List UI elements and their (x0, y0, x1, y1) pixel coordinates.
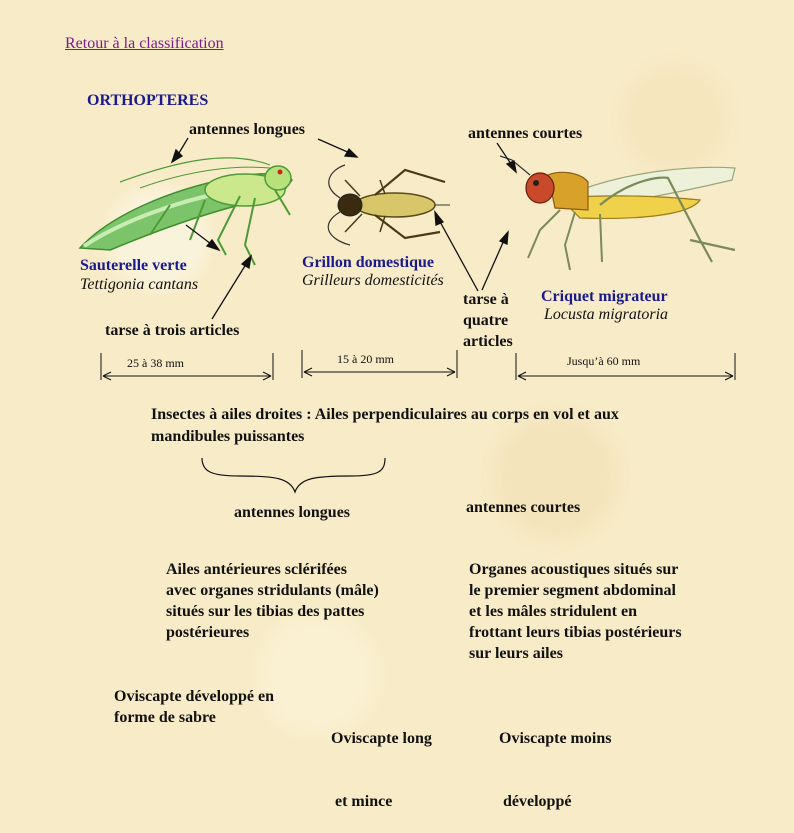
description-antennes-longues: Ailes antérieures sclérifées avec organes stridulants (mâle) situés sur les tibias des pattes postérieures (166, 561, 379, 641)
grouping-brace (202, 458, 385, 492)
species-latin-name: Tettigonia cantans (80, 276, 199, 293)
species-common-name: Sauterelle verte (80, 257, 187, 274)
sauterelle-verte-drawing (80, 158, 292, 265)
group-label-antennes-longues: antennes longues (234, 504, 351, 521)
species-common-name: Criquet migrateur (541, 288, 668, 305)
criquet-migrateur-drawing (500, 156, 735, 270)
label-antennes-courtes-top: antennes courtes (468, 125, 583, 142)
group-label-antennes-courtes: antennes courtes (466, 499, 581, 516)
label-tarse-quatre-articles: tarse à quatre articles (463, 291, 513, 350)
grillon-domestique-drawing (328, 165, 450, 245)
size-label: 15 à 20 mm (337, 352, 394, 366)
species-latin-name: Grilleurs domesticités (302, 272, 444, 289)
order-definition: Insectes à ailes droites : Ailes perpendiculaires au corps en vol et aux mandibules puissantes (151, 406, 619, 445)
oviscapte-sauterelle: Oviscapte développé en forme de sabre (114, 688, 274, 726)
description-antennes-courtes: Organes acoustiques situés sur le premier segment abdominal et les mâles stridulent en frottant leurs tibias postérieurs sur leurs ailes (469, 561, 682, 662)
oviscapte-criquet: Oviscapte moins développé (499, 730, 612, 810)
back-to-classification-link[interactable]: Retour à la classification (65, 35, 224, 52)
oviscapte-grillon: Oviscapte long et mince (331, 730, 432, 810)
label-antennes-longues-top: antennes longues (189, 121, 306, 138)
label-tarse-trois-articles: tarse à trois articles (105, 322, 240, 339)
page-title: ORTHOPTERES (87, 92, 209, 109)
species-latin-name: Locusta migratoria (544, 306, 669, 323)
size-label: 25 à 38 mm (127, 356, 184, 370)
size-label: Jusqu’à 60 mm (567, 354, 641, 368)
species-common-name: Grillon domestique (302, 254, 435, 271)
